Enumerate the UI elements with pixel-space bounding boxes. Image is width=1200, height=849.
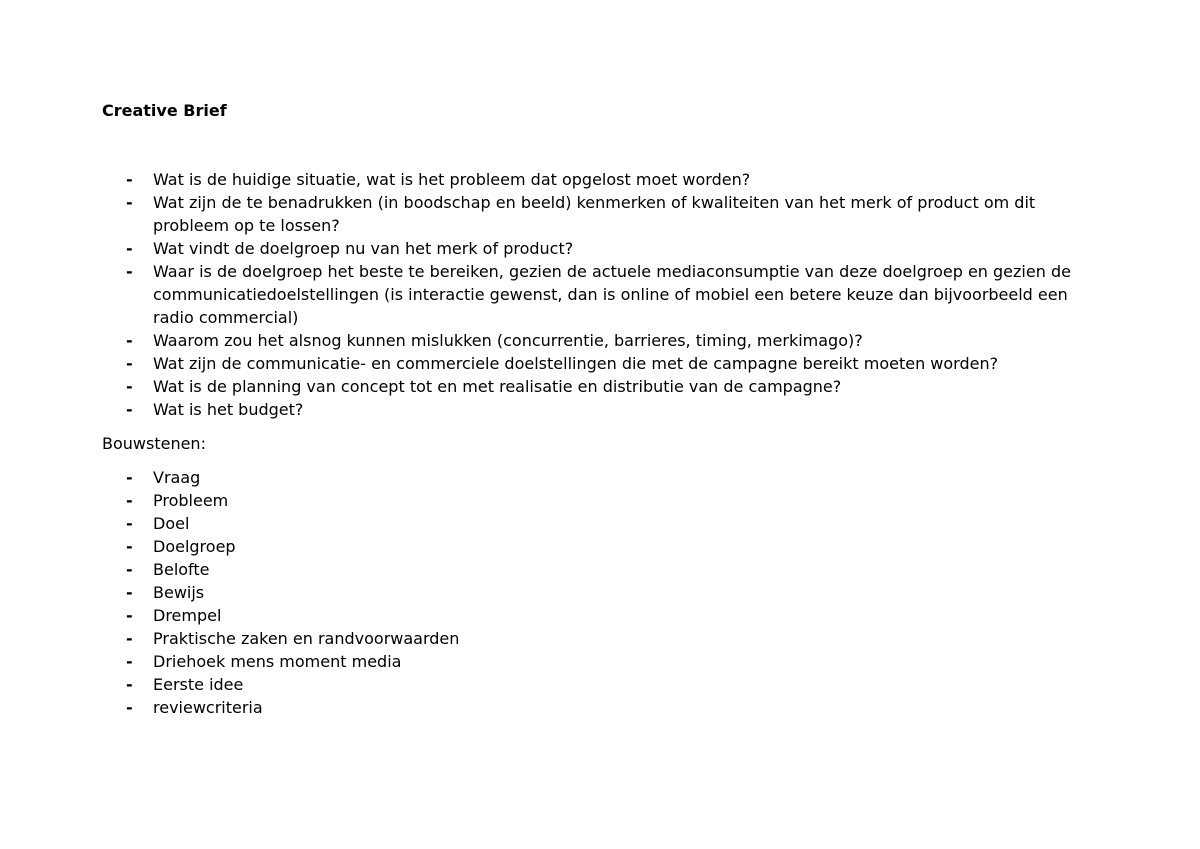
- bullet-dash: -: [126, 377, 133, 396]
- list-item: [0, 375, 1113, 398]
- bullet-dash: -: [126, 400, 133, 419]
- list-item-text: Doelgroep: [153, 537, 236, 556]
- list-item: [0, 466, 1113, 489]
- list-item-text: Wat zijn de communicatie- en commerciele doelstellingen die met de campagne bereikt moeten worden?: [153, 354, 999, 373]
- bouwstenen-heading: Bouwstenen:: [102, 434, 206, 453]
- list-item: [0, 535, 1113, 558]
- bullet-dash: -: [126, 354, 133, 373]
- list-item: [0, 627, 1113, 650]
- list-item-text: Probleem: [153, 491, 229, 510]
- list-item-text: reviewcriteria: [153, 698, 263, 717]
- list-item: [0, 673, 1113, 696]
- list-item: [0, 489, 1113, 512]
- list-item: [0, 329, 1113, 352]
- questions-list: [0, 168, 1113, 421]
- list-item: [0, 237, 1113, 260]
- list-item-text: Wat vindt de doelgroep nu van het merk of product?: [153, 239, 574, 258]
- list-item: [0, 352, 1113, 375]
- list-item-text: Eerste idee: [153, 675, 244, 694]
- list-item: [0, 604, 1113, 627]
- bullet-dash: -: [126, 170, 133, 189]
- bullet-dash: -: [126, 560, 133, 579]
- list-item-text: Praktische zaken en randvoorwaarden: [153, 629, 460, 648]
- list-item: [0, 398, 1113, 421]
- bullet-dash: -: [126, 537, 133, 556]
- list-item-text: Vraag: [153, 468, 201, 487]
- bullet-dash: -: [126, 331, 133, 350]
- bullet-dash: -: [126, 698, 133, 717]
- list-item-text: Waarom zou het alsnog kunnen mislukken (concurrentie, barrieres, timing, merkimago)?: [153, 331, 863, 350]
- bullet-dash: -: [126, 652, 133, 671]
- list-item-text: Driehoek mens moment media: [153, 652, 402, 671]
- list-item: [0, 696, 1113, 719]
- list-item: [0, 558, 1113, 581]
- bullet-dash: -: [126, 193, 133, 212]
- list-item: [0, 260, 1113, 329]
- list-item-text: Wat zijn de te benadrukken (in boodschap en beeld) kenmerken of kwaliteiten van het merk of product om dit probleem op te lossen?: [153, 193, 1036, 235]
- list-item-text: Belofte: [153, 560, 210, 579]
- bullet-dash: -: [126, 262, 133, 281]
- list-item-text: Waar is de doelgroep het beste te bereiken, gezien de actuele mediaconsumptie van deze doelgroep en gezien de communicatiedoelstellingen (is interactie gewenst, dan is online of mobiel een betere keuze dan bijvoorbeeld een radio commercial): [153, 262, 1071, 327]
- bullet-dash: -: [126, 239, 133, 258]
- list-item: [0, 191, 1113, 237]
- list-item-text: Drempel: [153, 606, 222, 625]
- bouwstenen-list: [0, 466, 1113, 719]
- bullet-dash: -: [126, 675, 133, 694]
- list-item: [0, 581, 1113, 604]
- bullet-dash: -: [126, 514, 133, 533]
- list-item: [0, 168, 1113, 191]
- list-item-text: Wat is de huidige situatie, wat is het probleem dat opgelost moet worden?: [153, 170, 751, 189]
- list-item: [0, 650, 1113, 673]
- bullet-dash: -: [126, 606, 133, 625]
- list-item: [0, 512, 1113, 535]
- list-item-text: Wat is het budget?: [153, 400, 304, 419]
- document-title: Creative Brief: [102, 101, 227, 120]
- list-item-text: Doel: [153, 514, 190, 533]
- bullet-dash: -: [126, 468, 133, 487]
- bullet-dash: -: [126, 491, 133, 510]
- list-item-text: Bewijs: [153, 583, 205, 602]
- list-item-text: Wat is de planning van concept tot en met realisatie en distributie van de campagne?: [153, 377, 842, 396]
- bullet-dash: -: [126, 629, 133, 648]
- bullet-dash: -: [126, 583, 133, 602]
